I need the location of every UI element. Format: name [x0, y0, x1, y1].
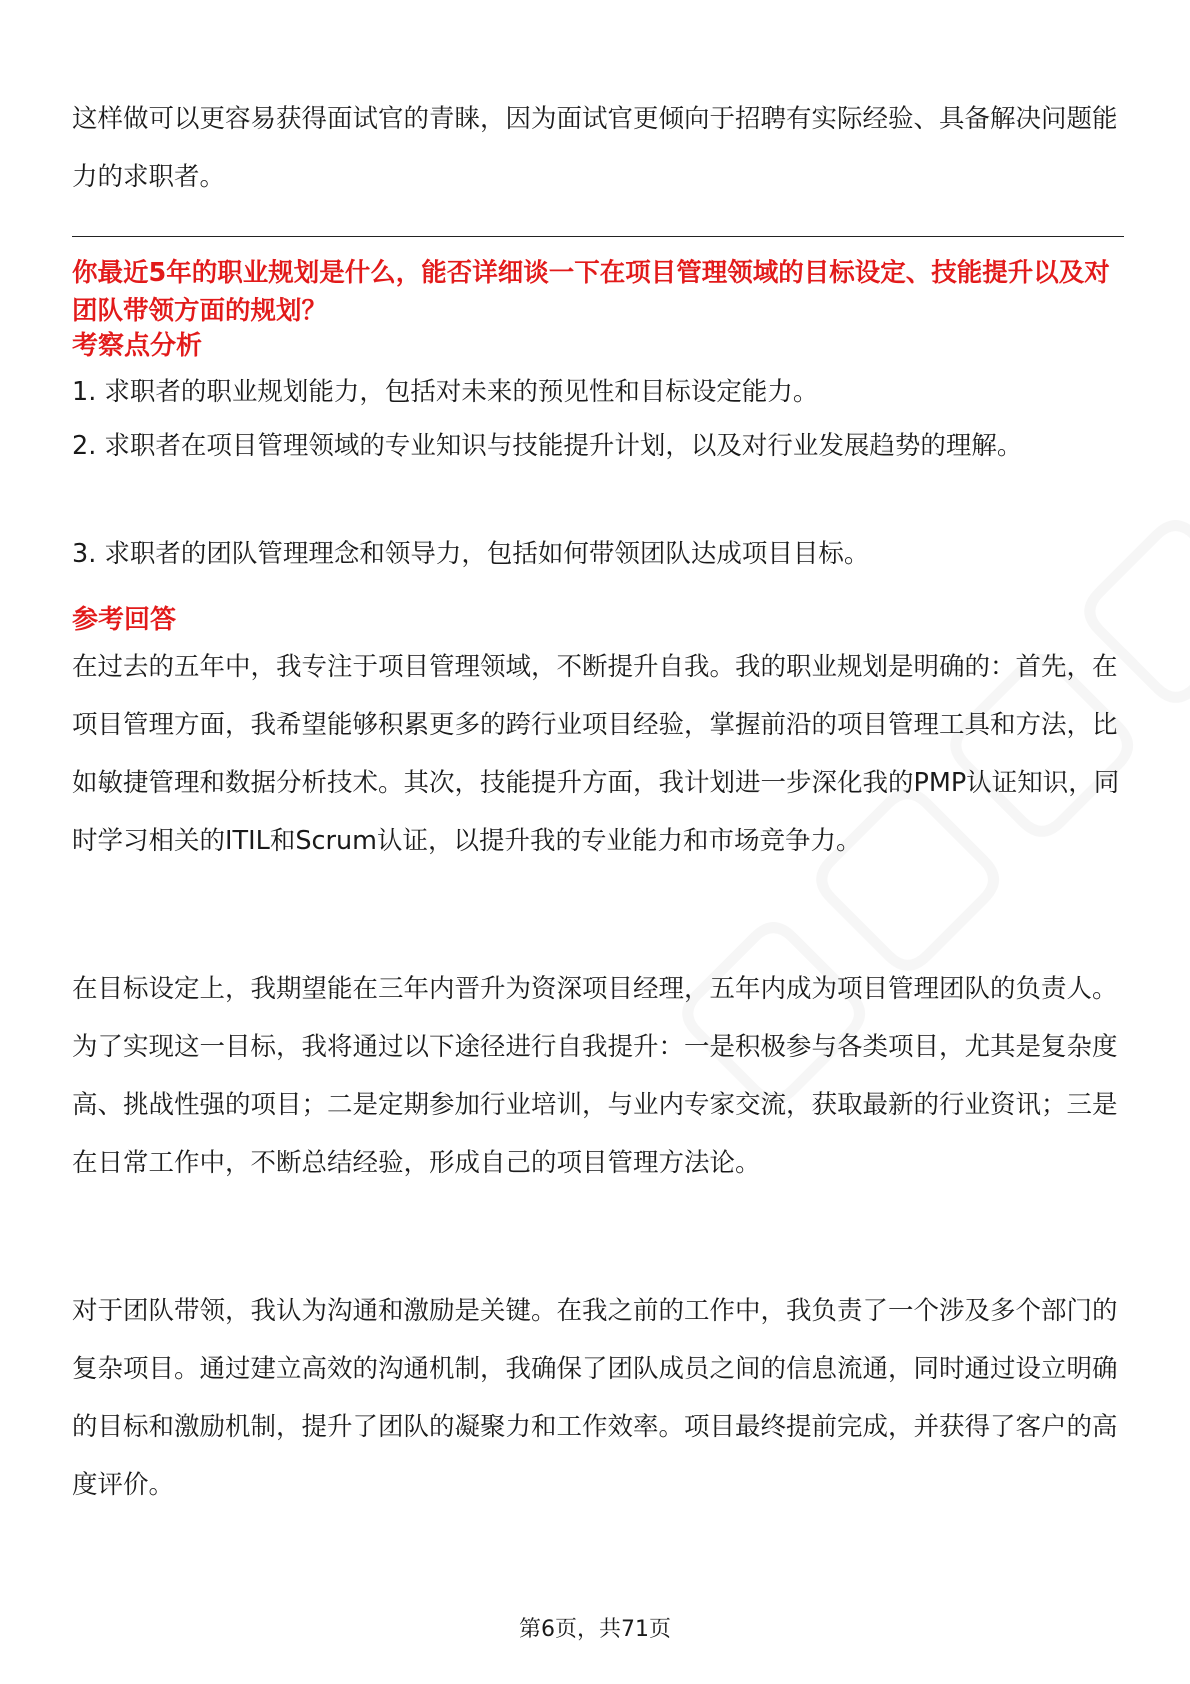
page-number-footer: 第6页，共71页	[519, 1617, 671, 1642]
section-divider	[72, 236, 1124, 237]
analysis-heading: 考察点分析	[72, 331, 203, 361]
answer-paragraph-3: 对于团队带领，我认为沟通和激励是关键。在我之前的工作中，我负责了一个涉及多个部门的复杂项目。通过建立高效的沟通机制，我确保了团队成员之间的信息流通，同时通过设立明确的目标和激励机制，提升了团队的凝聚力和工作效率。项目最终提前完成，并获得了客户的高度评价。	[72, 1296, 1118, 1500]
analysis-item-2: 2. 求职者在项目管理领域的专业知识与技能提升计划，以及对行业发展趋势的理解。	[72, 431, 1023, 461]
analysis-item-3: 3. 求职者的团队管理理念和领导力，包括如何带领团队达成项目目标。	[72, 539, 870, 569]
answer-paragraph-2: 在目标设定上，我期望能在三年内晋升为资深项目经理，五年内成为项目管理团队的负责人。为了实现这一目标，我将通过以下途径进行自我提升：一是积极参与各类项目，尤其是复杂度高、挑战性强的项目；二是定期参加行业培训，与业内专家交流，获取最新的行业资讯；三是在日常工作中，不断总结经验，形成自己的项目管理方法论。	[72, 974, 1118, 1178]
intro-paragraph: 这样做可以更容易获得面试官的青睐，因为面试官更倾向于招聘有实际经验、具备解决问题能力的求职者。	[72, 104, 1118, 192]
answer-heading: 参考回答	[72, 605, 177, 635]
answer-paragraph-1: 在过去的五年中，我专注于项目管理领域，不断提升自我。我的职业规划是明确的：首先，在项目管理方面，我希望能够积累更多的跨行业项目经验，掌握前沿的项目管理工具和方法，比如敏捷管理和数据分析技术。其次，技能提升方面，我计划进一步深化我的PMP认证知识，同时学习相关的ITIL和Scrum认证，以提升我的专业能力和市场竞争力。	[72, 652, 1120, 856]
analysis-item-1: 1. 求职者的职业规划能力，包括对未来的预见性和目标设定能力。	[72, 377, 819, 407]
question-heading: 你最近5年的职业规划是什么，能否详细谈一下在项目管理领域的目标设定、技能提升以及对团队带领方面的规划？	[72, 258, 1110, 326]
